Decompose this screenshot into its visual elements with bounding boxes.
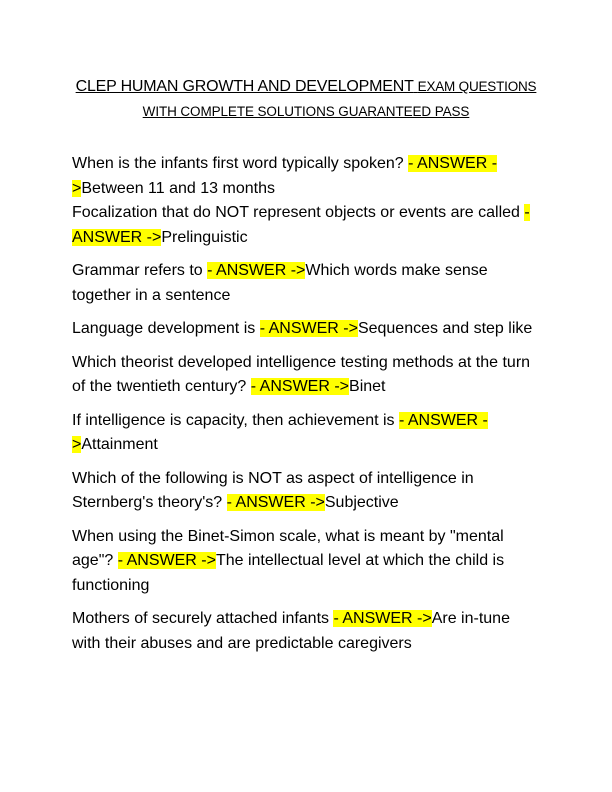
answer-text: Between 11 and 13 months — [81, 179, 275, 197]
title-suffix: EXAM QUESTIONS — [417, 79, 537, 94]
qa-item — [72, 467, 542, 516]
qa-item — [72, 607, 542, 656]
answer-text: Binet — [349, 378, 386, 395]
question-text: If intelligence is capacity, then achievement is — [72, 411, 399, 429]
question-text: When is the infants first word typically spoken? — [72, 155, 409, 172]
answer-marker: - ANSWER -> — [250, 378, 350, 395]
answer-text: Subjective — [324, 494, 399, 511]
answer-text: Are in-tune with their abuses and are predictable caregivers — [72, 610, 510, 652]
qa-item — [72, 259, 542, 308]
answer-marker: - ANSWER -> — [72, 155, 498, 197]
document-subtitle: WITH COMPLETE SOLUTIONS GUARANTEED PASS — [142, 104, 470, 119]
document-title — [0, 78, 612, 96]
answer-marker: - ANSWER -> — [207, 262, 306, 279]
answer-marker: - ANSWER -> — [117, 552, 216, 569]
qa-item — [72, 525, 542, 599]
answer-text: The intellectual level at which the child is functioning — [72, 552, 505, 594]
qa-item — [72, 409, 542, 458]
answer-marker: - ANSWER -> — [259, 320, 358, 337]
answer-text: Sequences and step like — [357, 320, 533, 337]
answer-marker: - ANSWER -> — [72, 204, 530, 246]
question-text: Mothers of securely attached infants — [72, 610, 334, 627]
answer-text: Attainment — [81, 436, 158, 453]
qa-item — [72, 201, 542, 250]
qa-item — [72, 351, 542, 400]
question-text: Which of the following is NOT as aspect of intelligence in Sternberg's theory's? — [72, 469, 474, 511]
answer-text: Prelinguistic — [161, 228, 248, 246]
answer-text: Which words make sense together in a sentence — [72, 262, 488, 304]
question-text: When using the Binet-Simon scale, what is meant by "mental age"? — [72, 527, 504, 569]
qa-item — [72, 317, 542, 342]
title-main: CLEP HUMAN GROWTH AND DEVELOPMENT — [75, 78, 414, 95]
question-text: Language development is — [72, 320, 260, 337]
answer-marker: - ANSWER -> — [72, 411, 488, 453]
question-text: Grammar refers to — [72, 262, 208, 279]
qa-item — [72, 152, 542, 201]
answer-marker: - ANSWER -> — [226, 494, 325, 511]
answer-marker: - ANSWER -> — [333, 610, 432, 627]
qa-list — [72, 152, 542, 656]
question-text: Which theorist developed intelligence testing methods at the turn of the twentieth century? — [72, 353, 531, 395]
question-text: Focalization that do NOT represent objects or events are called — [72, 204, 525, 221]
